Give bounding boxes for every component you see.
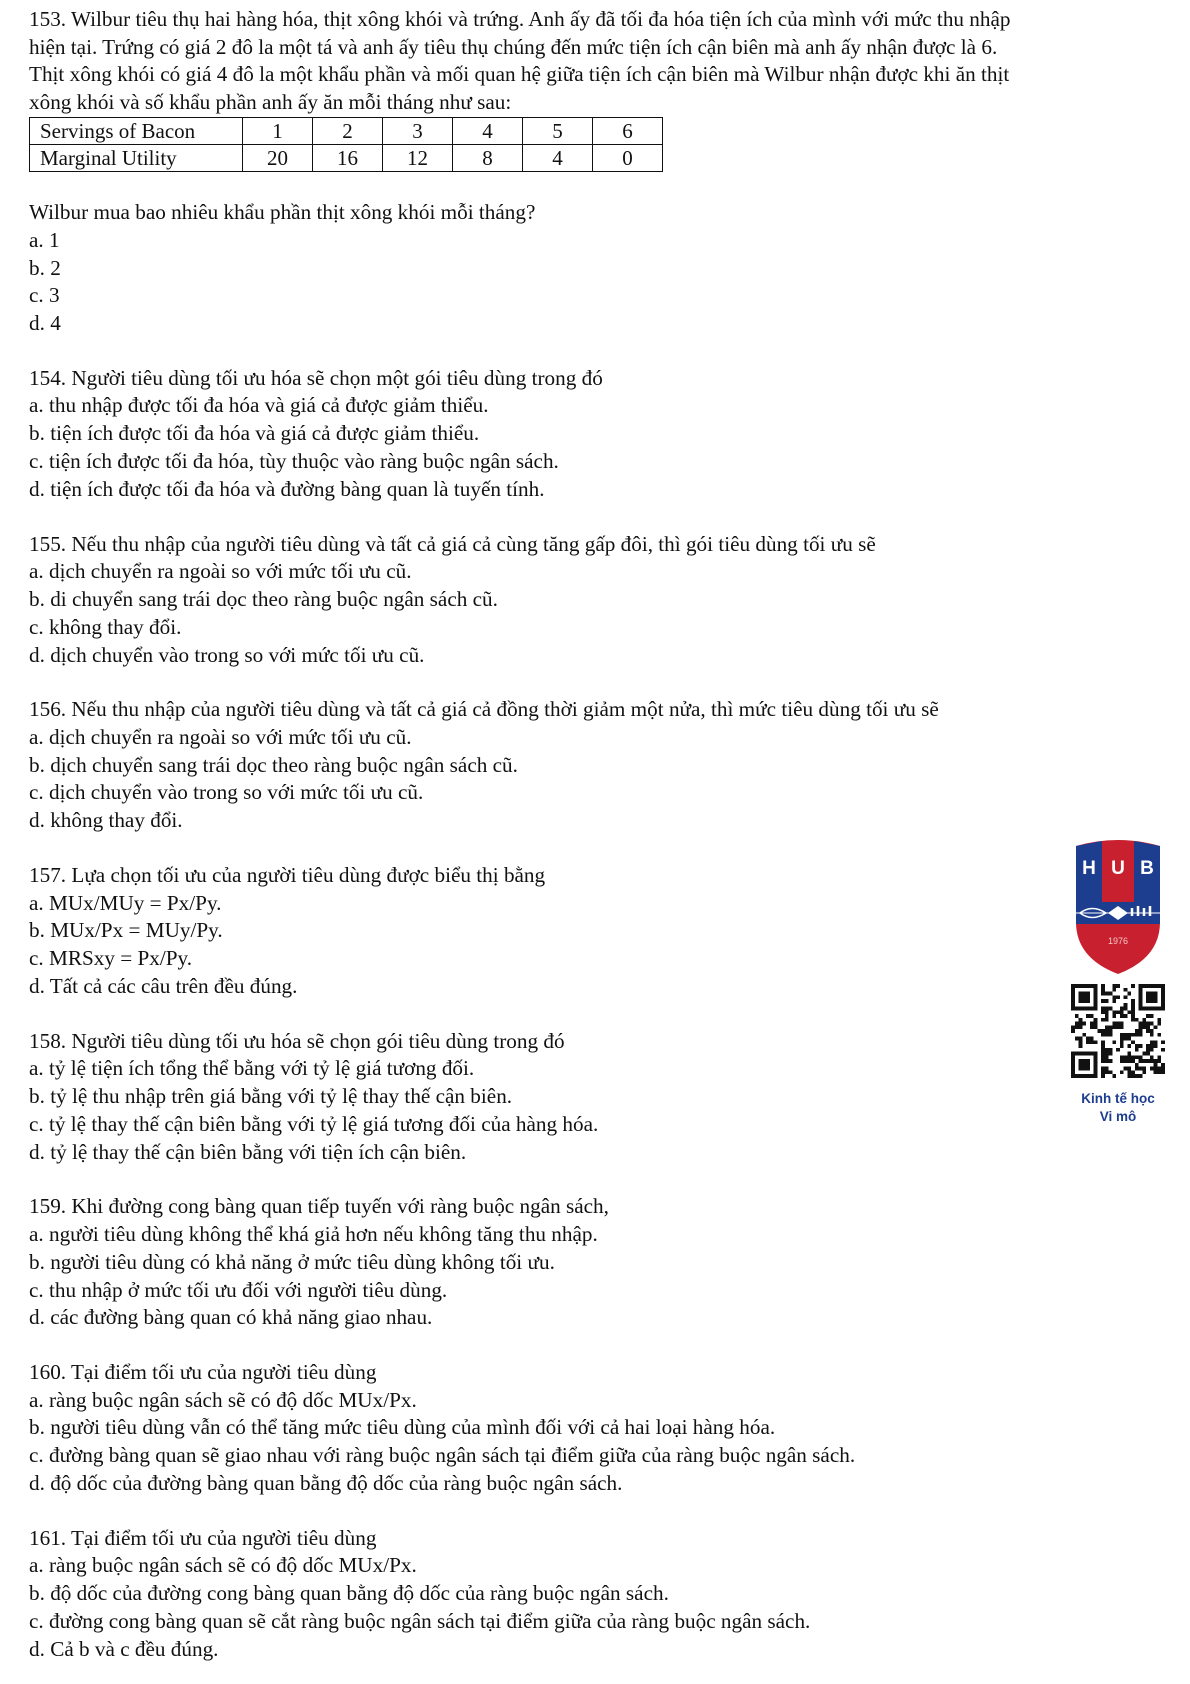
question-list [29,6,1159,1663]
table-cell: 8 [453,145,523,172]
answer-option: b. di chuyển sang trái dọc theo ràng buộc ngân sách cũ. [29,586,498,611]
table-cell: 4 [453,118,523,145]
table-cell: 4 [523,145,593,172]
answer-option: a. 1 [29,227,60,252]
answer-option: b. tiện ích được tối đa hóa và giá cả được giảm thiểu. [29,421,480,446]
question-155 [29,531,1159,670]
answer-option: a. dịch chuyển ra ngoài so với mức tối ưu cũ. [29,724,412,749]
table-cell: 6 [593,118,663,145]
answer-option: d. các đường bàng quan có khả năng giao nhau. [29,1305,433,1330]
answer-option: d. tiện ích được tối đa hóa và đường bàng quan là tuyến tính. [29,476,545,501]
question-153 [29,6,1159,338]
question-161 [29,1525,1159,1664]
answer-option: a. tỷ lệ tiện ích tổng thể bằng với tỷ lệ giá tương đối. [29,1056,475,1081]
table-cell: 0 [593,145,663,172]
logo-letter-b: B [1140,858,1154,879]
question-159 [29,1193,1159,1332]
question-stem: 160. Tại điểm tối ưu của người tiêu dùng [29,1360,377,1385]
question-157 [29,862,1159,1001]
question-158 [29,1028,1159,1167]
table-row-label: Servings of Bacon [30,118,243,145]
answer-option: d. Tất cả các câu trên đều đúng. [29,973,298,998]
question-stem-line: Thịt xông khói có giá 4 đô la một khẩu phần và mối quan hệ giữa tiện ích cận biên mà Wilbur nhận được khi ăn thịt [29,62,1010,86]
question-154 [29,365,1159,504]
answer-option: a. người tiêu dùng không thể khá giả hơn nếu không tăng thu nhập. [29,1221,598,1246]
table-cell: 20 [243,145,313,172]
question-prompt: Wilbur mua bao nhiêu khẩu phần thịt xông khói mỗi tháng? [29,200,536,224]
question-stem-line: hiện tại. Trứng có giá 2 đô la một tá và anh ấy tiêu thụ chúng đến mức tiện ích cận biên mà anh ấy nhận được là 6. [29,34,998,59]
answer-option: d. dịch chuyển vào trong so với mức tối ưu cũ. [29,642,425,667]
table-row [30,145,663,172]
answer-option: a. dịch chuyển ra ngoài so với mức tối ưu cũ. [29,559,412,584]
answer-option: b. người tiêu dùng có khả năng ở mức tiêu dùng không tối ưu. [29,1249,555,1274]
table-cell: 5 [523,118,593,145]
answer-option: d. độ dốc của đường bàng quan bằng độ dốc của ràng buộc ngân sách. [29,1471,623,1495]
answer-option: a. MUx/MUy = Px/Py. [29,890,222,915]
question-stem: 161. Tại điểm tối ưu của người tiêu dùng [29,1525,377,1550]
answer-option: c. đường cong bàng quan sẽ cắt ràng buộc ngân sách tại điểm giữa của ràng buộc ngân sách. [29,1608,811,1633]
answer-option: c. không thay đổi. [29,614,182,639]
answer-option: a. thu nhập được tối đa hóa và giá cả được giảm thiểu. [29,393,489,418]
answer-option: c. dịch chuyển vào trong so với mức tối ưu cũ. [29,780,424,805]
answer-option: d. Cả b và c đều đúng. [29,1636,219,1661]
logo-year: 1976 [1107,936,1129,946]
table-row [30,118,663,145]
answer-option: d. không thay đổi. [29,808,183,833]
table-cell: 3 [383,118,453,145]
table-row-label: Marginal Utility [30,145,243,172]
logo-letter-u: U [1111,858,1125,879]
answer-option: a. ràng buộc ngân sách sẽ có độ dốc MUx/Px. [29,1553,417,1578]
answer-option: d. tỷ lệ thay thế cận biên bằng với tiện ích cận biên. [29,1139,467,1164]
logo-caption [1060,1090,1176,1126]
answer-option: b. người tiêu dùng vẫn có thể tăng mức tiêu dùng của mình đối với cả hai loại hàng hóa. [29,1415,776,1440]
question-stem: 158. Người tiêu dùng tối ưu hóa sẽ chọn gói tiêu dùng trong đó [29,1028,565,1053]
answer-option: a. ràng buộc ngân sách sẽ có độ dốc MUx/Px. [29,1387,417,1412]
question-stem: 155. Nếu thu nhập của người tiêu dùng và tất cả giá cả cùng tăng gấp đôi, thì gói tiêu dùng tối ưu sẽ [29,531,876,556]
table-cell: 2 [313,118,383,145]
answer-option: d. 4 [29,311,61,336]
caption-line: Kinh tế học [1081,1091,1155,1106]
question-stem-line: 153. Wilbur tiêu thụ hai hàng hóa, thịt xông khói và trứng. Anh ấy đã tối đa hóa tiện ích của mình với mức thu nhập [29,7,1011,31]
table-cell: 16 [313,145,383,172]
question-stem: 159. Khi đường cong bàng quan tiếp tuyến với ràng buộc ngân sách, [29,1194,609,1219]
table-cell: 1 [243,118,313,145]
qr-code[interactable] [1071,984,1165,1078]
answer-option: c. thu nhập ở mức tối ưu đối với người tiêu dùng. [29,1277,448,1302]
answer-option: c. tỷ lệ thay thế cận biên bằng với tỷ lệ giá tương đối của hàng hóa. [29,1111,599,1136]
answer-option: b. MUx/Px = MUy/Py. [29,918,223,943]
question-stem-line: xông khói và số khẩu phần anh ấy ăn mỗi tháng như sau: [29,89,512,114]
answer-option: b. dịch chuyển sang trái dọc theo ràng buộc ngân sách cũ. [29,752,518,777]
hub-shield-logo [1072,836,1164,976]
answer-option: c. đường bàng quan sẽ giao nhau với ràng buộc ngân sách tại điểm giữa của ràng buộc ngân sách. [29,1443,856,1468]
bacon-utility-table [29,117,663,172]
question-160 [29,1359,1159,1498]
answer-option: b. độ dốc của đường cong bàng quan bằng độ dốc của ràng buộc ngân sách. [29,1581,669,1606]
answer-option: c. 3 [29,283,60,308]
table-cell: 12 [383,145,453,172]
question-stem: 157. Lựa chọn tối ưu của người tiêu dùng được biểu thị bằng [29,863,546,888]
answer-option: b. tỷ lệ thu nhập trên giá bằng với tỷ lệ thay thế cận biên. [29,1084,513,1109]
answer-option: c. MRSxy = Px/Py. [29,946,193,971]
answer-option: c. tiện ích được tối đa hóa, tùy thuộc vào ràng buộc ngân sách. [29,449,559,474]
question-stem: 156. Nếu thu nhập của người tiêu dùng và tất cả giá cả đồng thời giảm một nửa, thì mức tiêu dùng tối ưu sẽ [29,697,939,722]
caption-line: Vi mô [1099,1109,1137,1124]
question-156 [29,696,1159,835]
answer-option: b. 2 [29,255,61,280]
logo-letter-h: H [1082,858,1096,879]
question-stem: 154. Người tiêu dùng tối ưu hóa sẽ chọn một gói tiêu dùng trong đó [29,365,603,390]
